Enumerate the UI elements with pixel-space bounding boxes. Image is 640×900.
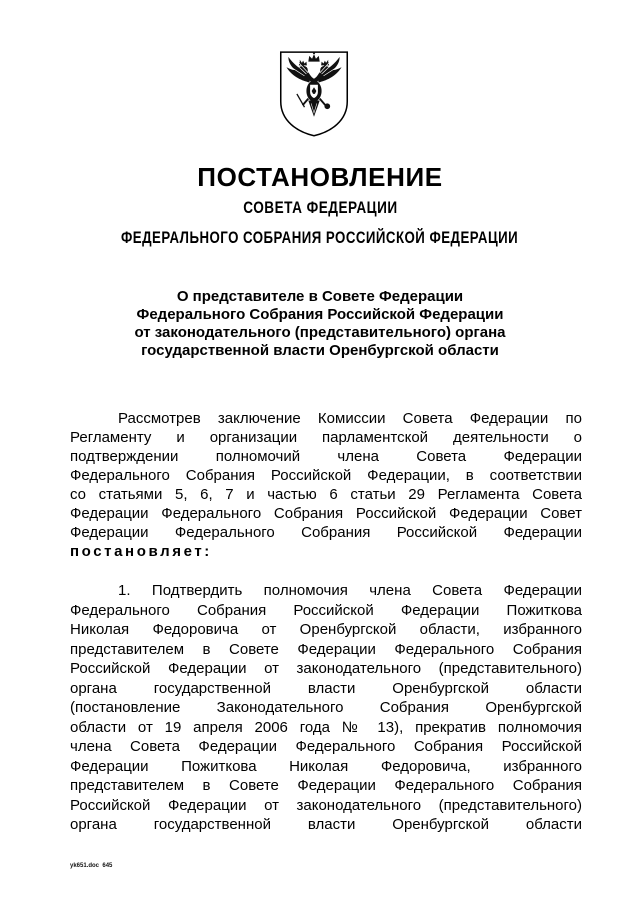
paragraph-line: 1. Подтвердить полномочия члена Совета Федерации (118, 582, 582, 599)
file-reference-footer: yk651.doc 645 (70, 863, 113, 869)
paragraph-line: Федерации Федерального Собрания Российской Федерации Совет (70, 505, 582, 522)
resolution-word: постановляет: (70, 543, 212, 560)
issuing-body-text-2: ФЕДЕРАЛЬНОГО СОБРАНИЯ РОССИЙСКОЙ ФЕДЕРАЦИИ (121, 228, 519, 247)
issuing-body-line-2 (0, 228, 640, 248)
paragraph-line: Регламенту и организации парламентской деятельности о (70, 429, 582, 446)
subject-line: Федерального Собрания Российской Федерации (136, 306, 504, 323)
paragraph-line: Федерации Пожиткова Николая Федоровича, избранного (70, 757, 582, 775)
resolution-subject (0, 288, 640, 360)
subject-line: государственной власти Оренбургской области (141, 342, 499, 359)
paragraph-line: представителем в Совете Федерации Федерального Собрания (70, 640, 582, 658)
clause-1-paragraph (70, 581, 582, 835)
document-title: ПОСТАНОВЛЕНИЕ (197, 162, 443, 192)
paragraph-line: Российской Федерации от законодательного (представительного) (70, 796, 582, 814)
issuing-body-line-1 (0, 198, 640, 218)
paragraph-line: Николая Федоровича от Оренбургской области, избранного (70, 621, 582, 638)
paragraph-line: органа государственной власти Оренбургской области (70, 679, 582, 697)
paragraph-line: органа государственной власти Оренбургской области (70, 816, 582, 833)
paragraph-line: Рассмотрев заключение Комиссии Совета Федерации по (118, 410, 582, 427)
subject-line: от законодательного (представительного) органа (134, 324, 506, 341)
paragraph-line: Российской Федерации от законодательного (представительного) (70, 660, 582, 677)
paragraph-line: члена Совета Федерации Федерального Собрания Российской (70, 738, 582, 755)
paragraph-line: области от 19 апреля 2006 года № 13), прекратив полномочия (70, 718, 582, 736)
paragraph-line: Федерального Собрания Российской Федерации Пожиткова (70, 601, 582, 619)
paragraph-line: представителем в Совете Федерации Федерального Собрания (70, 777, 582, 794)
paragraph-line: (постановление Законодательного Собрания Оренбургской (70, 699, 582, 716)
paragraph-line: подтверждении полномочий члена Совета Федерации (70, 448, 582, 465)
paragraph-line: Федерации Федерального Собрания Российской Федерации (70, 524, 582, 541)
paragraph-line: Федерального Собрания Российской Федерации, в соответствии (70, 467, 582, 484)
subject-line: О представителе в Совете Федерации (176, 288, 464, 305)
paragraph-line: со статьями 5, 6, 7 и частью 6 статьи 29 Регламента Совета (70, 486, 582, 503)
issuing-body-text-1: СОВЕТА ФЕДЕРАЦИИ (242, 198, 398, 217)
coat-of-arms-icon (276, 46, 352, 138)
preamble-paragraph (70, 409, 582, 561)
